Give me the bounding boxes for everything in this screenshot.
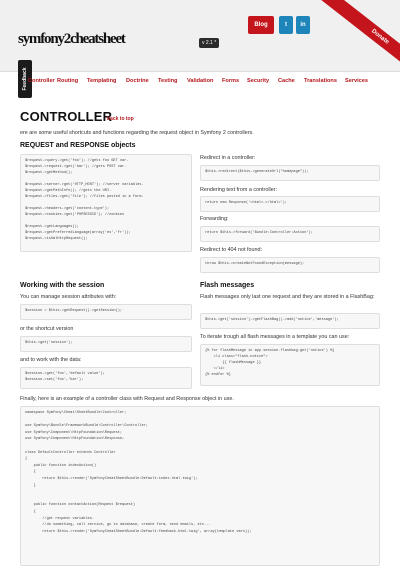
flash-iter-label: To iterate trough all flash messages in a template you can use:: [200, 334, 350, 340]
donate-ribbon[interactable]: Donate: [321, 0, 400, 86]
nav-item-validation[interactable]: Validation: [187, 78, 214, 84]
nav-item-services[interactable]: Services: [345, 78, 369, 84]
session-work-code: $session->get('foo','default value'); $session->set('foo','bar');: [20, 367, 192, 389]
main-nav: [0, 74, 400, 92]
version-badge[interactable]: v 2.1 *: [199, 38, 219, 48]
session-short-label: or the shortcut version: [20, 326, 74, 332]
blog-button[interactable]: Blog: [248, 16, 274, 34]
forward-label: Forwarding:: [200, 216, 229, 222]
flash-code: $this->get('session')->getFlashBag()->add('notice','message');: [200, 313, 380, 329]
intro-text: ere are some useful shortcuts and functions regarding the request object in Symfony 2 controllers.: [20, 130, 254, 136]
request-code-block: $request->query->get('foo'); //gets foo GET var. $request->request->get('bar'); //gets POST var. $request->getMethod(); $request->server->get('HTTP_HOST'); //server variables. $request->getPathInfo(); //gets the URI. $request->files->get('file'); //files posted in a form. $request->headers->get('content-type'); $request->cookies->get('PHPSESSID'); //cookies $request->getLanguages(); $request->getPreferredLanguage(array('es','fr')); $request->isXmlHttpRequest();: [20, 154, 192, 252]
session-label: You can manage session attributes with:: [20, 294, 117, 300]
nav-item-testing[interactable]: Testing: [158, 78, 178, 84]
back-to-top-link[interactable]: back to top: [107, 116, 134, 122]
redirect-label: Redirect in a controller:: [200, 155, 256, 161]
page-title: CONTROLLER: [20, 109, 113, 124]
twitter-icon[interactable]: t: [279, 16, 293, 34]
nav-item-security[interactable]: Security: [247, 78, 270, 84]
nav-item-routing[interactable]: Routing: [57, 78, 79, 84]
example-code-block: namespace Symfony\Cheat\SheetBundle\Controller; use Symfony\Bundle\FrameworkBundle\Controller\Controller; use Symfony\Component\HttpFoundation\Request; use Symfony\Component\HttpFoundation\Response; class DefaultController extends Controller { public function indexAction() { return $this->render('SymfonyCheatSheetBundle:Default:index.html.twig'); } public function contactAction(Request $request) { //get request variables. //do something, call service, go to database, create form, send emails, etc... return $this->render('SymfonyCheatSheetBundle:Default:feedback.html.twig', array(template vars));: [20, 406, 380, 566]
render-label: Rendering text from a controller:: [200, 187, 278, 193]
flash-heading: Flash messages: [200, 282, 255, 289]
example-label: Finally, here is an example of a controller class with Request and Response object in use.: [20, 396, 234, 402]
notfound-code: throw $this->createNotFoundException(message);: [200, 257, 380, 273]
feedback-label: Feedback: [22, 67, 28, 91]
session-work-label: and to work with the data:: [20, 357, 82, 363]
forward-code: return $this->forward('Bundle:Controller:Action');: [200, 226, 380, 242]
session-heading: Working with the session: [20, 282, 105, 289]
session-short-code: $this->get('session');: [20, 336, 192, 352]
site-logo[interactable]: symfony2cheatsheet: [18, 31, 125, 47]
site-header: [0, 0, 400, 72]
nav-item-translations[interactable]: Translations: [304, 78, 337, 84]
nav-item-controller[interactable]: Controller: [28, 78, 55, 84]
nav-item-forms[interactable]: Forms: [222, 78, 240, 84]
nav-item-cache[interactable]: Cache: [278, 78, 295, 84]
linkedin-icon[interactable]: in: [296, 16, 310, 34]
flash-iter-code: {% for flashMessage in app.session.flashbag.get('notice') %} <li class="flash-notice"> {{ flashMessage }} </li> {% endfor %}: [200, 344, 380, 386]
render-code: return new Response('<html>…</html>');: [200, 196, 380, 212]
redirect-code: $this->redirect($this->generateUrl("homepage"));: [200, 165, 380, 181]
notfound-label: Redirect to 404 not found:: [200, 247, 263, 253]
nav-item-doctrine[interactable]: Doctrine: [126, 78, 149, 84]
nav-item-templating[interactable]: Templating: [87, 78, 117, 84]
flash-text: Flash messages only last one request and they are stored in a FlashBag:: [200, 294, 375, 300]
session-code: $session = $this->getRequest()->getSession();: [20, 304, 192, 320]
request-heading: REQUEST and RESPONSE objects: [20, 142, 136, 149]
